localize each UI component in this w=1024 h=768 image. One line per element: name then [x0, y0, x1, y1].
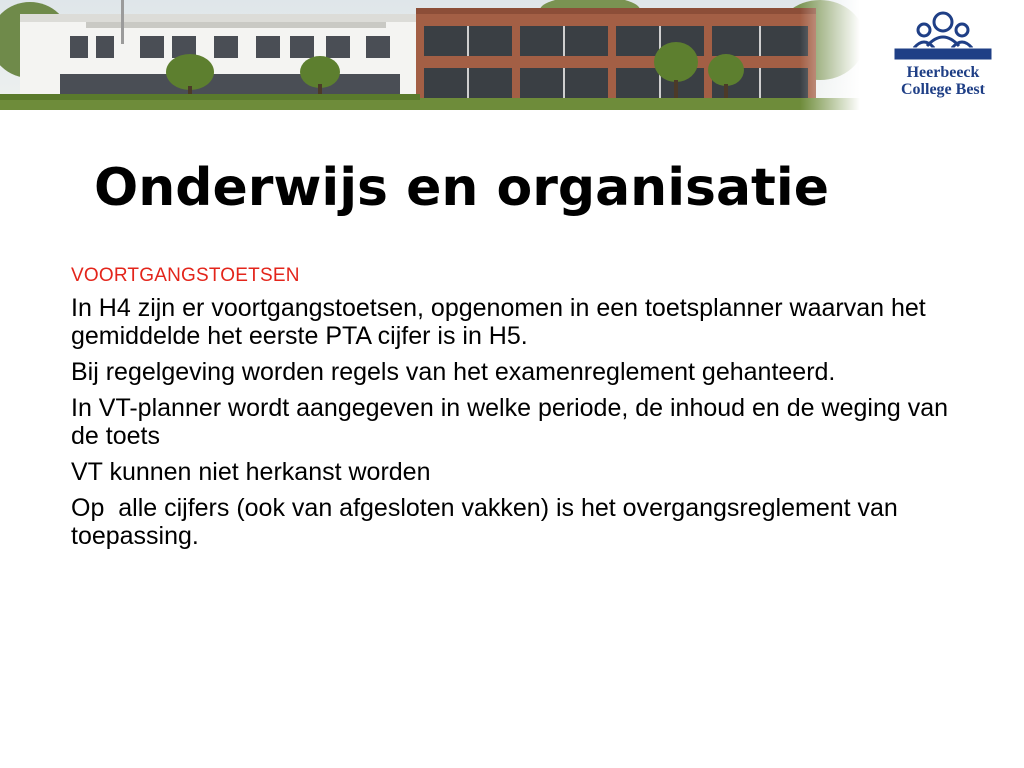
section-heading: VOORTGANGSTOETSEN — [71, 265, 300, 286]
slide-title: Onderwijs en organisatie — [94, 158, 830, 218]
paragraph-3: In VT-planner wordt aangegeven in welke periode, de inhoud en de weging van de toets — [71, 394, 955, 450]
paragraph-4: VT kunnen niet herkanst worden — [71, 458, 431, 486]
paragraph-2: Bij regelgeving worden regels van het examenreglement gehanteerd. — [71, 358, 836, 386]
logo-name-line2: College Best — [901, 81, 985, 98]
school-building-photo — [0, 0, 860, 110]
school-logo[interactable] — [886, 8, 1000, 104]
slide-content — [71, 264, 971, 558]
logo-name-line1: Heerbeeck — [906, 64, 980, 81]
school-building-banner — [0, 0, 860, 110]
paragraph-5: Op alle cijfers (ook van afgesloten vakken) is het overgangsreglement van toepassing. — [71, 494, 905, 550]
paragraph-1: In H4 zijn er voortgangstoetsen, opgenomen in een toetsplanner waarvan het gemiddelde het eerste PTA cijfer is in H5. — [71, 294, 933, 350]
school-logo-icon — [886, 8, 1000, 64]
